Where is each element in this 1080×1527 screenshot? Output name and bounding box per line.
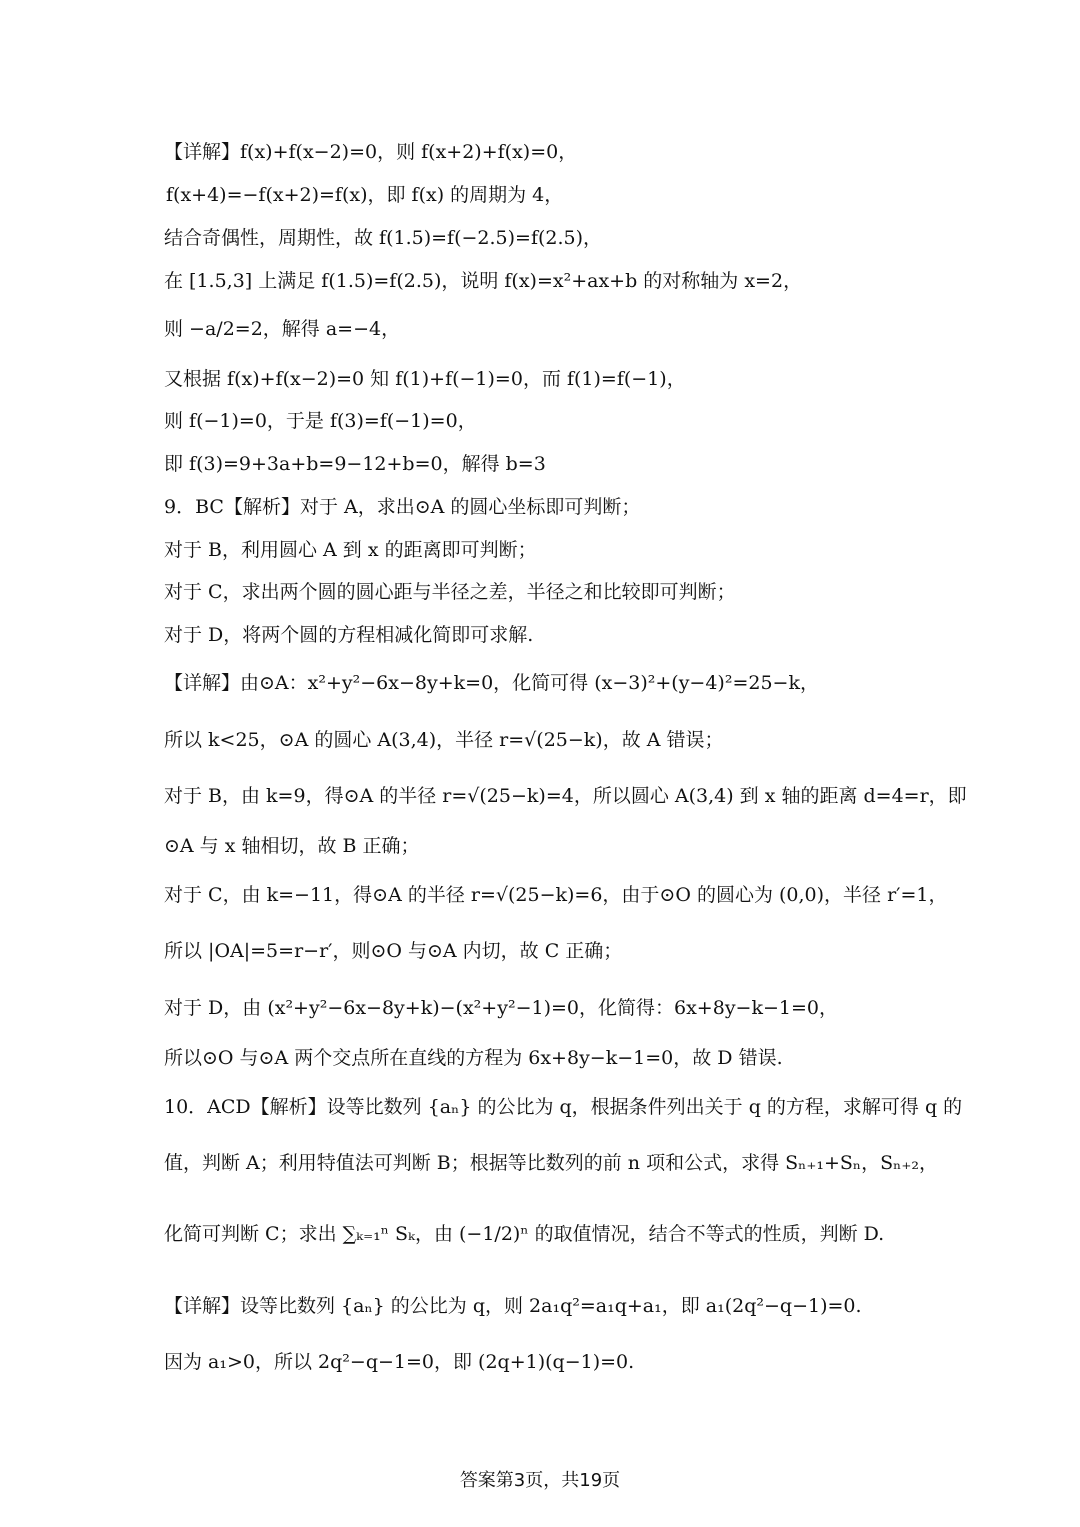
text-line: 9．BC【解析】对于 A，求出⊙A 的圆心坐标即可判断； [164, 496, 641, 518]
text-line: 10．ACD【解析】设等比数列 {aₙ} 的公比为 q，根据条件列出关于 q 的方程，求解可得 q 的 [164, 1096, 963, 1118]
text-line: 在 [1.5,3] 上满足 f(1.5)=f(2.5)，说明 f(x)=x²+ax+b 的对称轴为 x=2， [164, 270, 803, 292]
text-line: 因为 a₁>0，所以 2q²−q−1=0，即 (2q+1)(q−1)=0. [164, 1351, 635, 1373]
text-line: 【详解】由⊙A：x²+y²−6x−8y+k=0，化简可得 (x−3)²+(y−4)²=25−k， [164, 672, 819, 694]
text-line: 所以⊙O 与⊙A 两个交点所在直线的方程为 6x+8y−k−1=0，故 D 错误. [164, 1047, 783, 1069]
text-line: 即 f(3)=9+3a+b=9−12+b=0，解得 b=3 [164, 453, 546, 475]
text-line: 值，判断 A；利用特值法可判断 B；根据等比数列的前 n 项和公式，求得 Sₙ₊₁+Sₙ，Sₙ₊₂， [164, 1152, 939, 1174]
page-footer: 答案第3页，共19页 [459, 1470, 621, 1491]
text-line: 所以 k<25，⊙A 的圆心 A(3,4)，半径 r=√(25−k)，故 A 错误； [164, 729, 724, 751]
text-line: 则 f(−1)=0，于是 f(3)=f(−1)=0， [164, 410, 477, 432]
text-line: 所以 |OA|=5=r−r′，则⊙O 与⊙A 内切，故 C 正确； [164, 940, 623, 962]
text-line: 化简可判断 C；求出 ∑ₖ₌₁ⁿ Sₖ，由 (−1/2)ⁿ 的取值情况，结合不等式的性质，判断 D. [164, 1223, 885, 1245]
text-line: 对于 B，利用圆心 A 到 x 的距离即可判断； [164, 539, 537, 561]
text-line: 则 −a/2=2，解得 a=−4， [164, 318, 401, 340]
text-line: 【详解】设等比数列 {aₙ} 的公比为 q，则 2a₁q²=a₁q+a₁，即 a₁(2q²−q−1)=0. [164, 1295, 862, 1317]
text-line: 【详解】f(x)+f(x−2)=0，则 f(x+2)+f(x)=0， [164, 141, 578, 163]
text-line: 对于 D，由 (x²+y²−6x−8y+k)−(x²+y²−1)=0，化简得：6x+8y−k−1=0， [164, 997, 838, 1019]
text-line: 又根据 f(x)+f(x−2)=0 知 f(1)+f(−1)=0，而 f(1)=f(−1)， [164, 368, 686, 390]
text-line: ⊙A 与 x 轴相切，故 B 正确； [164, 835, 420, 857]
text-line: 对于 C，由 k=−11，得⊙A 的半径 r=√(25−k)=6，由于⊙O 的圆心为 (0,0)，半径 r′=1， [164, 884, 948, 906]
text-line: 结合奇偶性，周期性，故 f(1.5)=f(−2.5)=f(2.5)， [164, 227, 603, 249]
text-line: 对于 D，将两个圆的方程相减化简即可求解. [164, 624, 534, 646]
text-line: 对于 C，求出两个圆的圆心距与半径之差，半径之和比较即可判断； [164, 581, 736, 603]
text-line: 对于 B，由 k=9，得⊙A 的半径 r=√(25−k)=4，所以圆心 A(3,4) 到 x 轴的距离 d=4=r，即 [164, 785, 967, 807]
text-line: f(x+4)=−f(x+2)=f(x)，即 f(x) 的周期为 4， [166, 184, 564, 206]
